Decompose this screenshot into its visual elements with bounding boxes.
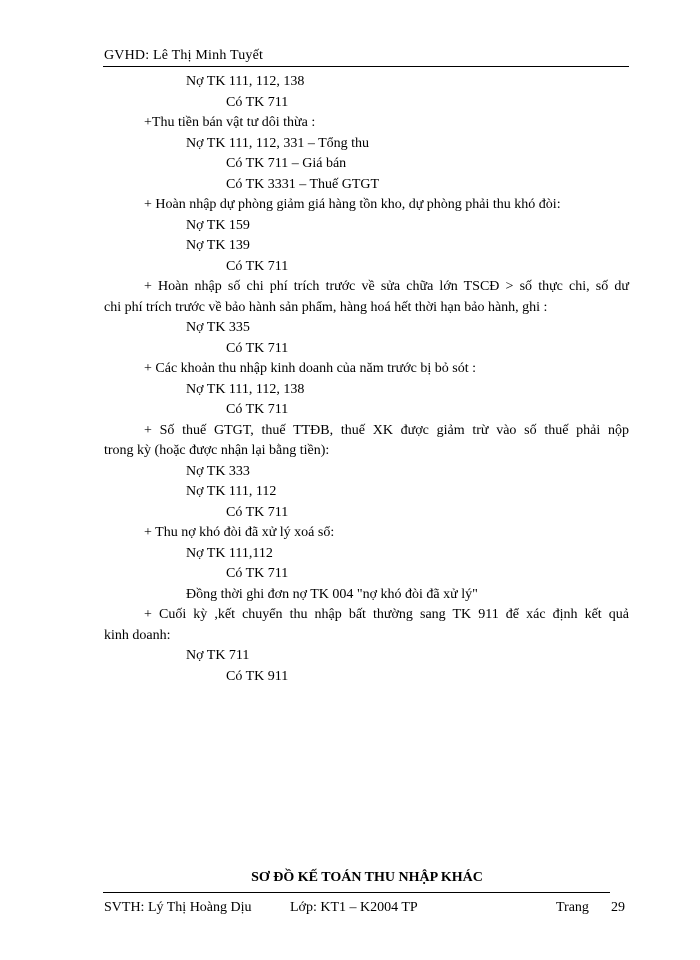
entry-debit: Nợ TK 111, 112, 138	[186, 74, 305, 89]
footer-rule	[103, 892, 610, 893]
entry-debit: Nợ TK 139	[186, 238, 250, 253]
entry-debit: Nợ TK 335	[186, 320, 250, 335]
entry-debit: Nợ TK 111, 112, 331 – Tổng thu	[186, 135, 370, 151]
memo-entry: Đồng thời ghi đơn nợ TK 004 "nợ khó đòi đã xử lý"	[186, 586, 478, 602]
entry-credit: Có TK 711	[226, 566, 289, 581]
entry-debit: Nợ TK 333	[186, 463, 250, 479]
footer-student: SVTH: Lý Thị Hoàng Dịu	[104, 900, 252, 915]
entry-debit: Nợ TK 111, 112	[186, 484, 277, 499]
entry-credit: Có TK 711	[226, 402, 289, 417]
section-heading-continued: kinh doanh:	[104, 627, 171, 643]
entry-credit: Có TK 711	[226, 94, 289, 110]
footer-page-label: Trang	[556, 900, 589, 915]
section-heading-continued: chi phí trích trước về bảo hành sản phẩm, hàng hoá hết thời hạn bảo hành, ghi :	[104, 299, 548, 315]
section-heading: + Hoàn nhập số chi phí trích trước về sửa chữa lớn TSCĐ > số thực chi, số dư	[144, 279, 629, 294]
section-heading: + Thu nợ khó đòi đã xử lý xoá sổ:	[144, 525, 335, 540]
header-rule	[103, 66, 629, 67]
entry-debit: Nợ TK 111, 112, 138	[186, 381, 305, 397]
entry-credit: Có TK 711	[226, 258, 289, 274]
page-header: GVHD: Lê Thị Minh Tuyết	[104, 48, 264, 63]
footer-page-number: 29	[611, 900, 625, 915]
entry-credit: Có TK 711	[226, 504, 289, 520]
section-heading: + Hoàn nhập dự phòng giảm giá hàng tồn kho, dự phòng phải thu khó đòi:	[144, 197, 561, 212]
entry-debit: Nợ TK 111,112	[186, 545, 273, 561]
section-heading: + Cuối kỳ ,kết chuyển thu nhập bất thường sang TK 911 để xác định kết quả	[144, 607, 629, 622]
section-heading: + Các khoản thu nhập kinh doanh của năm trước bị bỏ sót :	[144, 361, 476, 376]
section-heading: + Số thuế GTGT, thuế TTĐB, thuế XK được giảm trừ vào số thuế phải nộp	[144, 422, 629, 438]
entry-credit: Có TK 711	[226, 340, 289, 356]
section-heading: +Thu tiền bán vật tư dôi thừa :	[144, 115, 316, 130]
entry-debit: Nợ TK 159	[186, 217, 250, 233]
section-heading-continued: trong kỳ (hoặc được nhận lại bằng tiền):	[104, 443, 330, 458]
entry-debit: Nợ TK 711	[186, 648, 250, 663]
footer-class: Lớp: KT1 – K2004 TP	[290, 900, 418, 915]
entry-credit: Có TK 3331 – Thuế GTGT	[226, 176, 380, 192]
diagram-title: SƠ ĐỒ KẾ TOÁN THU NHẬP KHÁC	[251, 870, 483, 885]
entry-credit: Có TK 711 – Giá bán	[226, 156, 347, 171]
entry-credit: Có TK 911	[226, 668, 289, 684]
